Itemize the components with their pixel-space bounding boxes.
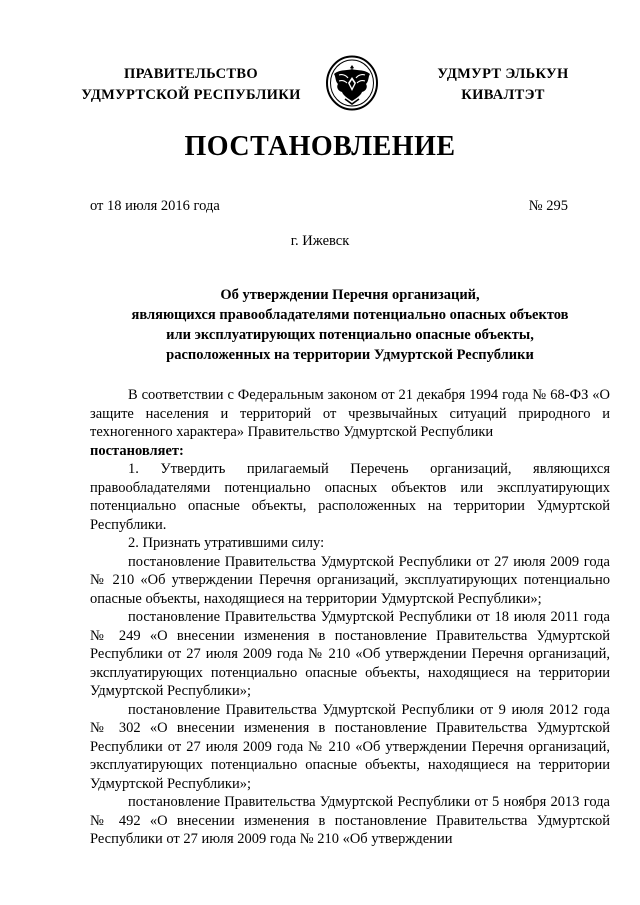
body-item1: 1. Утвердить прилагаемый Перечень организаций, являющихся правообладателями потенциально опасных объектов или эксплуатирующих потенциально опасные объекты, расположенных на территории Удмуртской Республики. [90, 461, 610, 533]
document-subject [90, 285, 610, 365]
body-para4: постановление Правительства Удмуртской Республики от 5 ноября 2013 года № 492 «О внесении изменения в постановление Правительства Удмуртской Республики от 27 июля 2009 года № 210 «Об утверждении [90, 794, 610, 847]
header-left-line2: УДМУРТСКОЙ РЕСПУБЛИКИ [81, 87, 301, 103]
subject-line3: или эксплуатирующих потенциально опасные объекты, [166, 327, 534, 343]
decree-word: постановляет: [90, 442, 184, 459]
body-item2: 2. Признать утратившими силу: [128, 535, 325, 551]
body-para1: постановление Правительства Удмуртской Республики от 27 июля 2009 года № 210 «Об утверждении Перечня организаций, эксплуатирующих потенциально опасные объекты, находящиеся на территории Удмуртской Республики»; [90, 553, 610, 607]
subject-line1: Об утверждении Перечня организаций, [220, 287, 480, 303]
header-right-line1: УДМУРТ ЭЛЬКУН [437, 66, 569, 82]
body-para3: постановление Правительства Удмуртской Республики от 9 июля 2012 года № 302 «О внесении изменения в постановление Правительства Удмуртской Республики от 27 июля 2009 года № 210 «Об утверждении Перечня организаций, эксплуатирующих потенциально опасные объекты, находящиеся на территории Удмуртской Республики»; [90, 701, 610, 792]
header-right [418, 64, 588, 106]
document-body [90, 386, 610, 849]
body-intro [90, 386, 610, 460]
document-date: от 18 июля 2016 года [90, 198, 220, 214]
header-left [76, 64, 306, 106]
subject-line4: расположенных на территории Удмуртской Республики [166, 347, 534, 363]
intro-text: В соответствии с Федеральным законом от 21 декабря 1994 года № 68-ФЗ «О защите населения и территорий от чрезвычайных ситуаций природного и техногенного характера» Правительство Удмуртской Республики [90, 387, 610, 440]
body-para2: постановление Правительства Удмуртской Республики от 18 июля 2011 года № 249 «О внесении изменения в постановление Правительства Удмуртской Республики от 27 июля 2009 года № 210 «Об утверждении Перечня организаций, эксплуатирующих потенциально опасные объекты, находящиеся на территории Удмуртской Республики»; [90, 609, 610, 699]
document-city: г. Ижевск [290, 233, 350, 249]
subject-line2: являющихся правообладателями потенциально опасных объектов [131, 307, 569, 323]
document-number: № 295 [528, 198, 568, 214]
coat-of-arms-icon [323, 55, 381, 111]
document-title: ПОСТАНОВЛЕНИЕ [184, 131, 456, 162]
header-right-line2: КИВАЛТЭТ [461, 87, 545, 103]
header-left-line1: ПРАВИТЕЛЬСТВО [124, 66, 258, 82]
